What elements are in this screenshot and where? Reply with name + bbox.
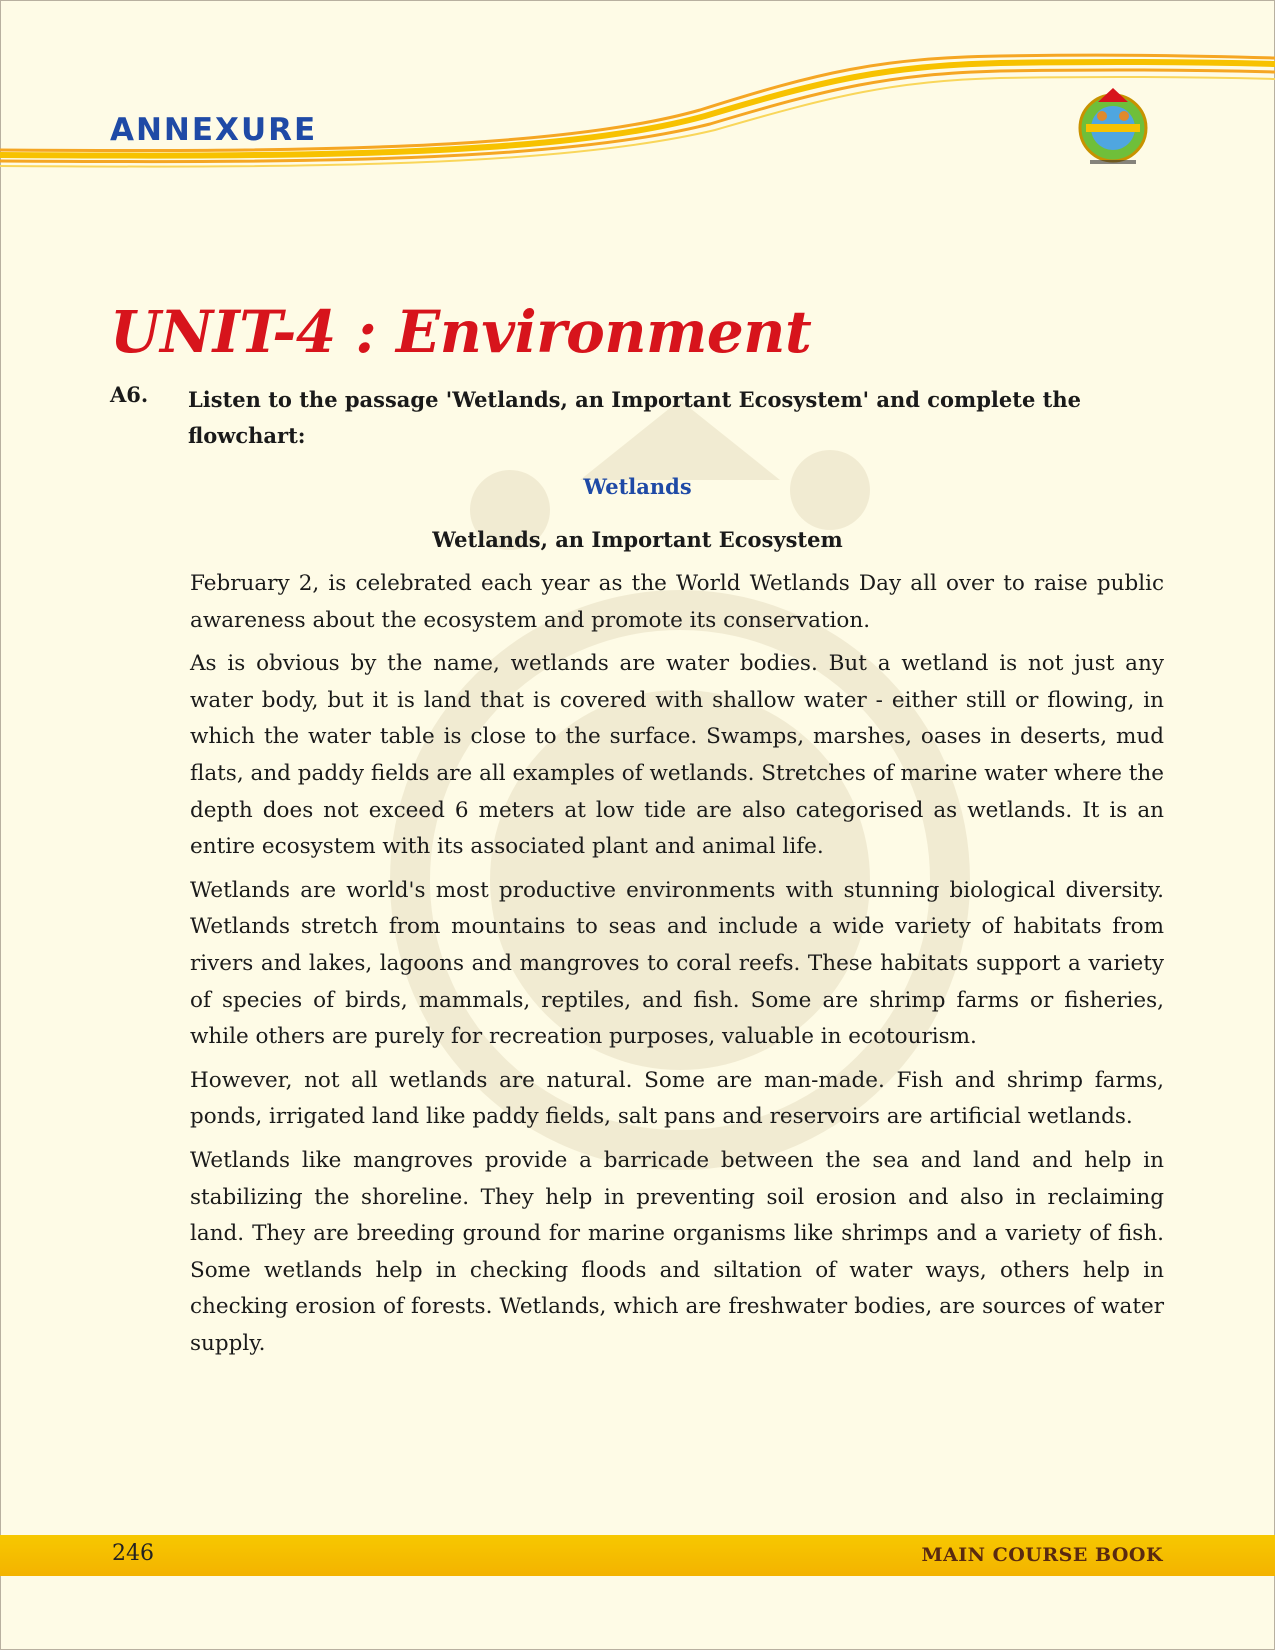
unit-title: UNIT-4 : Environment bbox=[110, 298, 812, 366]
paragraph: Wetlands are world's most productive environments with stunning biological diversity. Wetlands stretch from mountains to seas and include a wide variety of habitats from rivers and lakes, lagoons and mangroves to coral reefs. These habitats support a variety of species of birds, mammals, reptiles, and fish. Some are shrimp farms or fisheries, while others are purely for recreation purposes, valuable in ecotourism. bbox=[190, 877, 1164, 1050]
passage-title: Wetlands, an Important Ecosystem bbox=[432, 527, 843, 552]
paragraph: Wetlands like mangroves provide a barricade between the sea and land and help in stabilizing the shoreline. They help in preventing soil erosion and also in reclaiming land. They are breeding ground for marine organisms like shrimps and a variety of fish. Some wetlands help in checking floods and siltation of water ways, others help in checking erosion of forests. Wetlands, which are freshwater bodies, are sources of water supply. bbox=[190, 1147, 1164, 1356]
section-label: ANNEXURE bbox=[110, 112, 318, 148]
paragraph: As is obvious by the name, wetlands are water bodies. But a wetland is not just any water body, but it is land that is covered with shallow water - either still or flowing, in which the water table is close to the surface. Swamps, marshes, oases in deserts, mud flats, and paddy fields are all examples of wetlands. Stretches of marine water where the depth does not exceed 6 meters at low tide are also categorised as wetlands. It is an entire ecosystem with its associated plant and animal life. bbox=[190, 651, 1164, 860]
paragraph: However, not all wetlands are natural. Some are man-made. Fish and shrimp farms, ponds, irrigated land like paddy fields, salt pans and reservoirs are artificial wetlands. bbox=[190, 1067, 1164, 1130]
question-text: Listen to the passage 'Wetlands, an Important Ecosystem' and complete the flowchart: bbox=[188, 387, 1081, 448]
question-number: A6. bbox=[110, 382, 149, 407]
passage-body bbox=[190, 566, 1164, 1369]
paragraph: February 2, is celebrated each year as the World Wetlands Day all over to raise public awareness about the ecosystem and promote its conservation. bbox=[190, 571, 1164, 633]
book-title: MAIN COURSE BOOK bbox=[921, 1544, 1163, 1566]
section-heading: Wetlands bbox=[583, 474, 692, 499]
page-number: 246 bbox=[112, 1541, 154, 1566]
cbse-emblem-icon bbox=[1068, 80, 1158, 180]
